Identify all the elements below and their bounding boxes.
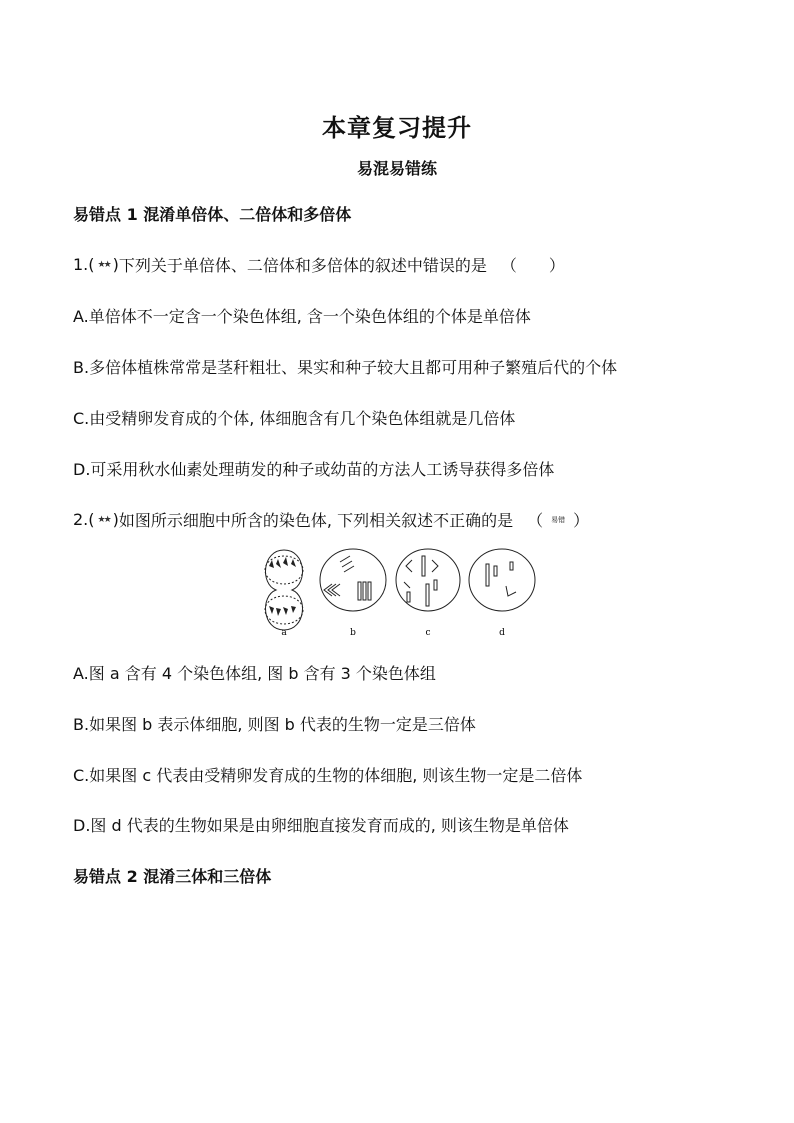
question-1-text: 下列关于单倍体、二倍体和多倍体的叙述中错误的是 <box>118 256 487 275</box>
question-2-text: 如图所示细胞中所含的染色体, 下列相关叙述不正确的是 <box>118 511 514 530</box>
question-2-option-d: D.图 d 代表的生物如果是由卵细胞直接发育而成的, 则该生物是单倍体 <box>73 816 569 835</box>
chromosome-figure <box>254 546 544 642</box>
answer-bracket: （ ） <box>500 256 565 275</box>
question-2-option-b: B.如果图 b 表示体细胞, 则图 b 代表的生物一定是三倍体 <box>73 715 476 734</box>
page-subtitle: 易混易错练 <box>356 159 437 178</box>
section-heading-2: 易错点 2 混淆三体和三倍体 <box>73 867 272 886</box>
figure-label-b: b <box>350 628 356 638</box>
section-heading-1: 易错点 1 混淆单倍体、二倍体和多倍体 <box>73 205 352 224</box>
cell-a <box>265 550 303 630</box>
cell-b <box>320 549 386 611</box>
question-2-number: 2. <box>73 510 89 529</box>
cell-d <box>469 549 535 611</box>
question-2-option-c: C.如果图 c 代表由受精卵发育成的生物的体细胞, 则该生物一定是二倍体 <box>73 766 583 785</box>
difficulty-stars-icon: ★★ <box>97 514 110 525</box>
error-prone-tag: 易错 <box>551 515 566 524</box>
question-2-option-a: A.图 a 含有 4 个染色体组, 图 b 含有 3 个染色体组 <box>73 664 436 683</box>
question-1-option-b: B.多倍体植株常常是茎秆粗壮、果实和种子较大且都可用种子繁殖后代的个体 <box>73 358 618 377</box>
question-1-option-a: A.单倍体不一定含一个染色体组, 含一个染色体组的个体是单倍体 <box>73 307 531 326</box>
question-1-stem: 1. ( ★★ ) 下列关于单倍体、二倍体和多倍体的叙述中错误的是 （ ） <box>73 255 565 275</box>
figure-label-a: a <box>281 628 287 638</box>
answer-bracket-open: （ <box>527 511 544 530</box>
cell-c <box>396 549 460 611</box>
question-1-option-c: C.由受精卵发育成的个体, 体细胞含有几个染色体组就是几倍体 <box>73 409 516 428</box>
figure-label-c: c <box>425 628 431 638</box>
answer-bracket-close: ） <box>573 511 590 530</box>
question-1-number: 1. <box>73 255 89 274</box>
page-title: 本章复习提升 <box>322 114 472 142</box>
figure-label-d: d <box>499 628 505 638</box>
question-1-option-d: D.可采用秋水仙素处理萌发的种子或幼苗的方法人工诱导获得多倍体 <box>73 460 555 479</box>
difficulty-stars-icon: ★★ <box>97 259 110 270</box>
question-2-stem: 2. ( ★★ ) 如图所示细胞中所含的染色体, 下列相关叙述不正确的是 （ 易错 ） <box>73 510 590 530</box>
